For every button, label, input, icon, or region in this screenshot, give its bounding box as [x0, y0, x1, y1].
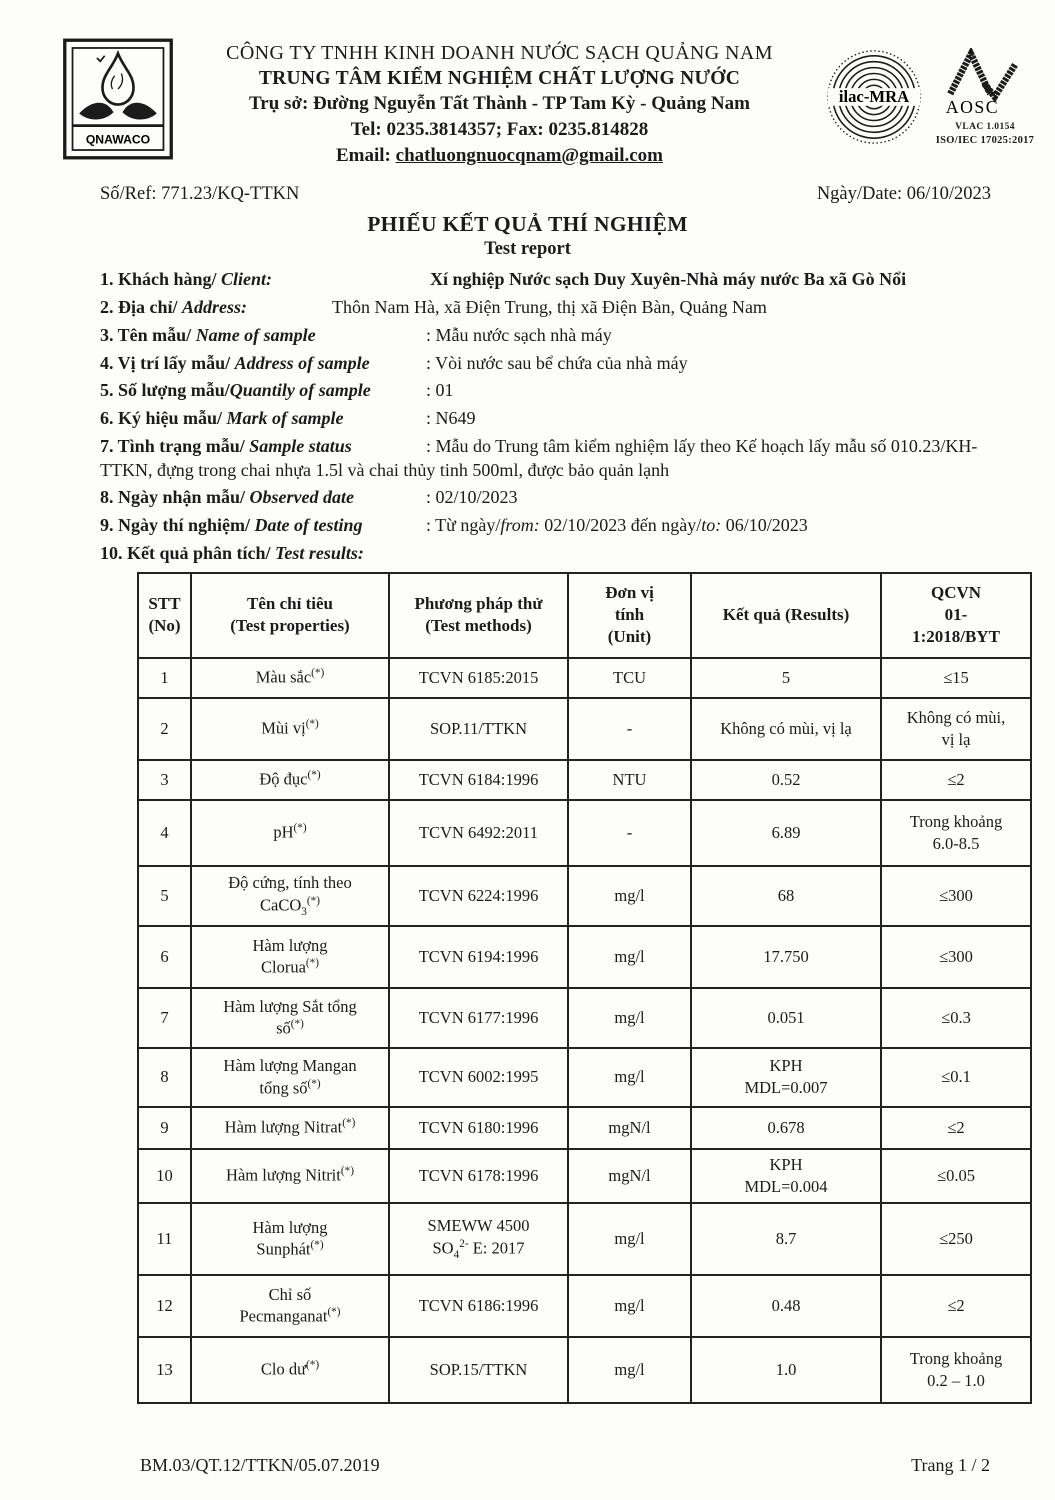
- cell-unit: mg/l: [568, 926, 691, 988]
- email-label: Email:: [336, 144, 391, 166]
- cell-method: TCVN 6224:1996: [389, 866, 568, 926]
- info-value: Xí nghiệp Nước sạch Duy Xuyên-Nhà máy nước Ba xã Gò Nổi: [430, 269, 907, 290]
- aosc-label: AOSC: [945, 97, 1000, 118]
- info-item: [100, 435, 993, 483]
- page-footer: [140, 1455, 990, 1476]
- email-line: [192, 143, 807, 169]
- table-row: [138, 866, 1031, 926]
- info-value: : Vòi nước sau bể chứa của nhà máy: [426, 352, 688, 373]
- ref-row: [100, 184, 991, 205]
- cell-result: 0.678: [691, 1107, 881, 1149]
- company-name: CÔNG TY TNHH KINH DOANH NƯỚC SẠCH QUẢNG NAM: [226, 42, 773, 64]
- water-drop-hands-icon: [62, 38, 174, 160]
- cell-no: 2: [138, 698, 191, 760]
- cell-result: 0.051: [691, 988, 881, 1048]
- cell-unit: mg/l: [568, 1203, 691, 1275]
- info-item: [100, 379, 993, 403]
- cell-no: 7: [138, 988, 191, 1048]
- cell-method: SOP.15/TTKN: [389, 1337, 568, 1403]
- info-label: 5. Số lượng mẫu/Quantily of sample: [100, 380, 371, 401]
- aosc-logo-icon: [929, 48, 1041, 147]
- info-item: [100, 486, 993, 510]
- column-header: Kết quả (Results): [691, 573, 881, 658]
- cell-property: Hàm lượng Mangan tổng số(*): [191, 1048, 389, 1107]
- cell-property: Clo dư(*): [191, 1337, 389, 1403]
- document-title: PHIẾU KẾT QUẢ THÍ NGHIỆM: [367, 212, 688, 237]
- table-row: [138, 988, 1031, 1048]
- cell-no: 8: [138, 1048, 191, 1107]
- cell-limit: ≤2: [881, 1275, 1031, 1337]
- cell-unit: -: [568, 698, 691, 760]
- info-item: [100, 542, 993, 566]
- cell-limit: Không có mùi, vị lạ: [881, 698, 1031, 760]
- center-name: TRUNG TÂM KIỂM NGHIỆM CHẤT LƯỢNG NƯỚC: [258, 68, 741, 89]
- info-value: : Mẫu do Trung tâm kiểm nghiệm lấy theo Kế hoạch lấy mẫu số 010.23/KH-TTKN, đựng trong chai nhựa 1.5l và chai thủy tinh 500ml, được bảo quản lạnh: [100, 435, 978, 480]
- info-value: : 01: [426, 380, 454, 401]
- cell-no: 13: [138, 1337, 191, 1403]
- accreditation-logos: [825, 38, 1041, 147]
- letterhead: [192, 38, 807, 168]
- table-row: [138, 1048, 1031, 1107]
- cell-no: 6: [138, 926, 191, 988]
- cell-property: Hàm lượng Nitrit(*): [191, 1149, 389, 1203]
- column-header: QCVN 01- 1:2018/BYT: [881, 573, 1031, 658]
- column-header: Đơn vị tính (Unit): [568, 573, 691, 658]
- cell-limit: ≤300: [881, 926, 1031, 988]
- cell-property: Màu sắc(*): [191, 658, 389, 698]
- cell-unit: NTU: [568, 760, 691, 800]
- cell-property: Độ đục(*): [191, 760, 389, 800]
- column-header: STT (No): [138, 573, 191, 658]
- cell-unit: mg/l: [568, 1337, 691, 1403]
- table-row: [138, 760, 1031, 800]
- cell-property: Mùi vị(*): [191, 698, 389, 760]
- column-header: Tên chỉ tiêu (Test properties): [191, 573, 389, 658]
- cell-method: TCVN 6178:1996: [389, 1149, 568, 1203]
- info-label: 8. Ngày nhận mẫu/ Observed date: [100, 487, 355, 508]
- cell-method: SMEWW 4500 $SO_4^{2-}$ E: 2017: [389, 1203, 568, 1275]
- info-label: 6. Ký hiệu mẫu/ Mark of sample: [100, 408, 344, 429]
- table-row: [138, 800, 1031, 866]
- table-row: [138, 1337, 1031, 1403]
- cell-no: 10: [138, 1149, 191, 1203]
- cell-method: TCVN 6002:1995: [389, 1048, 568, 1107]
- logo-caption: QNAWACO: [85, 132, 151, 147]
- cell-limit: ≤2: [881, 760, 1031, 800]
- cell-result: 68: [691, 866, 881, 926]
- info-label: 3. Tên mẫu/ Name of sample: [100, 324, 316, 345]
- info-label: 10. Kết quả phân tích/ Test results:: [100, 542, 364, 563]
- ilac-mra-label: ilac-MRA: [838, 86, 910, 106]
- info-value: : Từ ngày/from: 02/10/2023 đến ngày/to: 06/10/2023: [426, 515, 808, 536]
- cell-property: Độ cứng, tính theo CaCO$_3$(*): [191, 866, 389, 926]
- test-results-table: [137, 572, 1032, 1404]
- cell-method: TCVN 6194:1996: [389, 926, 568, 988]
- cell-unit: mg/l: [568, 1048, 691, 1107]
- info-item: [100, 296, 993, 320]
- cell-unit: mgN/l: [568, 1107, 691, 1149]
- vlac-code: VLAC 1.0154: [955, 122, 1015, 132]
- cell-limit: ≤15: [881, 658, 1031, 698]
- cell-result: KPH MDL=0.004: [691, 1149, 881, 1203]
- cell-method: TCVN 6492:2011: [389, 800, 568, 866]
- table-header: [138, 573, 1031, 658]
- table-body: [138, 658, 1031, 1403]
- page-number: Trang 1 / 2: [911, 1455, 990, 1475]
- cell-property: pH(*): [191, 800, 389, 866]
- cell-limit: ≤0.3: [881, 988, 1031, 1048]
- info-label: 2. Địa chỉ/ Address:: [100, 297, 248, 318]
- cell-no: 1: [138, 658, 191, 698]
- cell-result: Không có mùi, vị lạ: [691, 698, 881, 760]
- info-label: 7. Tình trạng mẫu/ Sample status: [100, 435, 352, 456]
- table-row: [138, 1107, 1031, 1149]
- cell-limit: ≤2: [881, 1107, 1031, 1149]
- cell-unit: -: [568, 800, 691, 866]
- cell-unit: TCU: [568, 658, 691, 698]
- cell-result: 8.7: [691, 1203, 881, 1275]
- cell-limit: ≤0.05: [881, 1149, 1031, 1203]
- cell-property: Hàm lượng Clorua(*): [191, 926, 389, 988]
- cell-unit: mg/l: [568, 866, 691, 926]
- ilac-mra-stamp-icon: [825, 48, 923, 146]
- document-header: [0, 0, 1055, 168]
- table-row: [138, 658, 1031, 698]
- cell-result: 0.48: [691, 1275, 881, 1337]
- form-code: BM.03/QT.12/TTKN/05.07.2019: [140, 1455, 380, 1475]
- cell-result: 5: [691, 658, 881, 698]
- column-header: Phương pháp thử (Test methods): [389, 573, 568, 658]
- cell-no: 5: [138, 866, 191, 926]
- email-address: chatluongnuocqnam@gmail.com: [395, 144, 663, 166]
- info-value: : N649: [426, 408, 476, 429]
- ref-number: Số/Ref: 771.23/KQ-TTKN: [100, 184, 300, 205]
- cell-limit: Trong khoảng 6.0-8.5: [881, 800, 1031, 866]
- info-item: [100, 352, 993, 376]
- cell-method: TCVN 6184:1996: [389, 760, 568, 800]
- head-office-address: Trụ sở: Đường Nguyễn Tất Thành - TP Tam Kỳ - Quảng Nam: [249, 93, 750, 115]
- cell-result: 17.750: [691, 926, 881, 988]
- table-row: [138, 1275, 1031, 1337]
- cell-property: Hàm lượng Sunphát(*): [191, 1203, 389, 1275]
- info-value: : Mẫu nước sạch nhà máy: [426, 324, 612, 345]
- table-row: [138, 926, 1031, 988]
- cell-property: Chỉ số Pecmanganat(*): [191, 1275, 389, 1337]
- cell-limit: ≤0.1: [881, 1048, 1031, 1107]
- cell-result: 0.52: [691, 760, 881, 800]
- cell-result: KPH MDL=0.007: [691, 1048, 881, 1107]
- info-value: : 02/10/2023: [426, 487, 518, 508]
- table-row: [138, 1203, 1031, 1275]
- cell-method: TCVN 6180:1996: [389, 1107, 568, 1149]
- info-label: 1. Khách hàng/ Client:: [100, 269, 273, 290]
- info-label: 9. Ngày thí nghiệm/ Date of testing: [100, 515, 363, 536]
- document-subtitle: Test report: [484, 239, 571, 260]
- info-list: [100, 268, 993, 565]
- cell-no: 9: [138, 1107, 191, 1149]
- cell-property: Hàm lượng Sắt tổng số(*): [191, 988, 389, 1048]
- cell-limit: Trong khoảng 0.2 – 1.0: [881, 1337, 1031, 1403]
- tel-fax-line: Tel: 0235.3814357; Fax: 0235.814828: [350, 118, 649, 140]
- table-row: [138, 698, 1031, 760]
- cell-unit: mgN/l: [568, 1149, 691, 1203]
- cell-limit: ≤250: [881, 1203, 1031, 1275]
- cell-unit: mg/l: [568, 1275, 691, 1337]
- cell-result: 6.89: [691, 800, 881, 866]
- cell-property: Hàm lượng Nitrat(*): [191, 1107, 389, 1149]
- cell-unit: mg/l: [568, 988, 691, 1048]
- info-item: [100, 268, 993, 292]
- table-row: [138, 1149, 1031, 1203]
- cell-result: 1.0: [691, 1337, 881, 1403]
- cell-no: 12: [138, 1275, 191, 1337]
- iso-standard: ISO/IEC 17025:2017: [935, 134, 1035, 146]
- info-label: 4. Vị trí lấy mẫu/ Address of sample: [100, 352, 370, 373]
- cell-method: SOP.11/TTKN: [389, 698, 568, 760]
- cell-limit: ≤300: [881, 866, 1031, 926]
- report-date: Ngày/Date: 06/10/2023: [816, 184, 991, 205]
- info-item: [100, 407, 993, 431]
- cell-no: 4: [138, 800, 191, 866]
- info-value: Thôn Nam Hà, xã Điện Trung, thị xã Điện Bàn, Quảng Nam: [332, 297, 767, 318]
- cell-no: 11: [138, 1203, 191, 1275]
- cell-method: TCVN 6185:2015: [389, 658, 568, 698]
- cell-method: TCVN 6177:1996: [389, 988, 568, 1048]
- cell-method: TCVN 6186:1996: [389, 1275, 568, 1337]
- info-item: [100, 324, 993, 348]
- qnawaco-logo: [62, 38, 174, 160]
- cell-no: 3: [138, 760, 191, 800]
- info-item: [100, 514, 993, 538]
